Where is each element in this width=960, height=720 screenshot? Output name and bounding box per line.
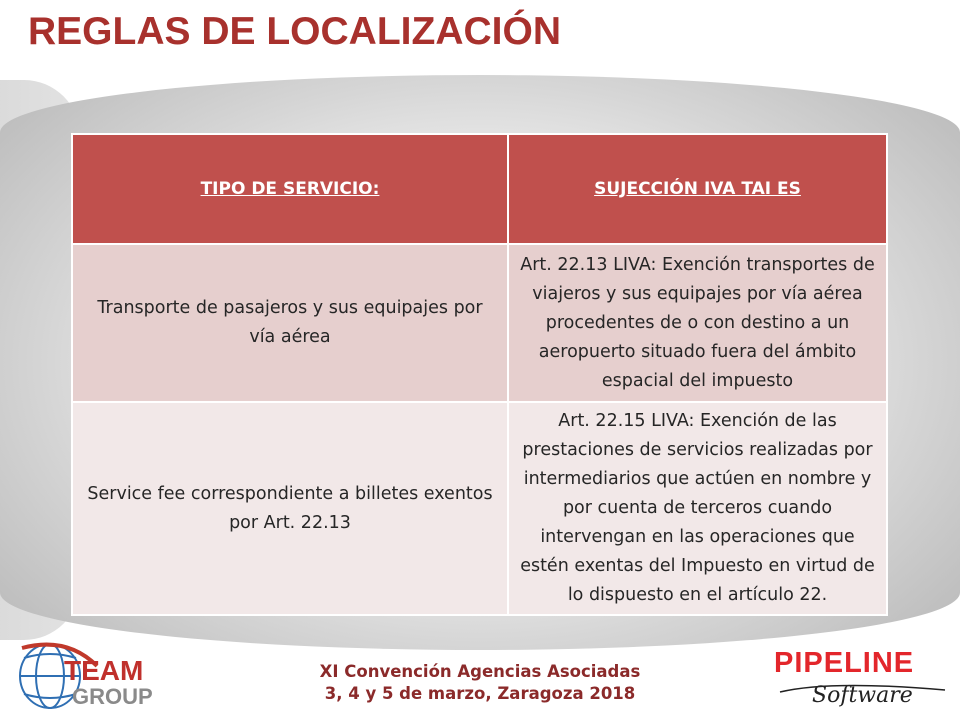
header-label: TIPO DE SERVICIO:: [200, 178, 380, 199]
pipeline-software-logo: [770, 640, 955, 715]
cell-service: Service fee correspondiente a billetes exentos por Art. 22.13: [72, 402, 508, 615]
team-group-logo: [12, 636, 172, 716]
cell-rule: Art. 22.13 LIVA: Exención transportes de viajeros y sus equipajes por vía aérea procedentes de o con destino a un aeropuerto situado fuera del ámbito espacial del impuesto: [508, 244, 887, 402]
event-caption: [280, 661, 680, 705]
team-logo-word: TEAM: [64, 655, 144, 686]
group-logo-word: GROUP: [72, 684, 153, 709]
event-dates: 3, 4 y 5 de marzo, Zaragoza 2018: [324, 684, 636, 703]
table-header-row: [72, 134, 887, 244]
header-cell-vat: [508, 134, 887, 244]
software-logo-word: Software: [812, 683, 913, 708]
rules-table: [71, 133, 888, 616]
table-row: [72, 402, 887, 615]
slide-title: REGLAS DE LOCALIZACIÓN: [28, 10, 561, 53]
cell-rule: Art. 22.15 LIVA: Exención de las prestaciones de servicios realizadas por intermediarios que actúen en nombre y por cuenta de terceros cuando intervengan en las operaciones que estén exentas del Impuesto en virtud de lo dispuesto en el artículo 22.: [508, 402, 887, 615]
table-row: [72, 244, 887, 402]
cell-service: Transporte de pasajeros y sus equipajes por vía aérea: [72, 244, 508, 402]
pipeline-logo-word: PIPELINE: [774, 647, 915, 679]
header-cell-service-type: [72, 134, 508, 244]
event-name: XI Convención Agencias Asociadas: [319, 662, 641, 681]
header-label: SUJECCIÓN IVA TAI ES: [594, 178, 801, 199]
